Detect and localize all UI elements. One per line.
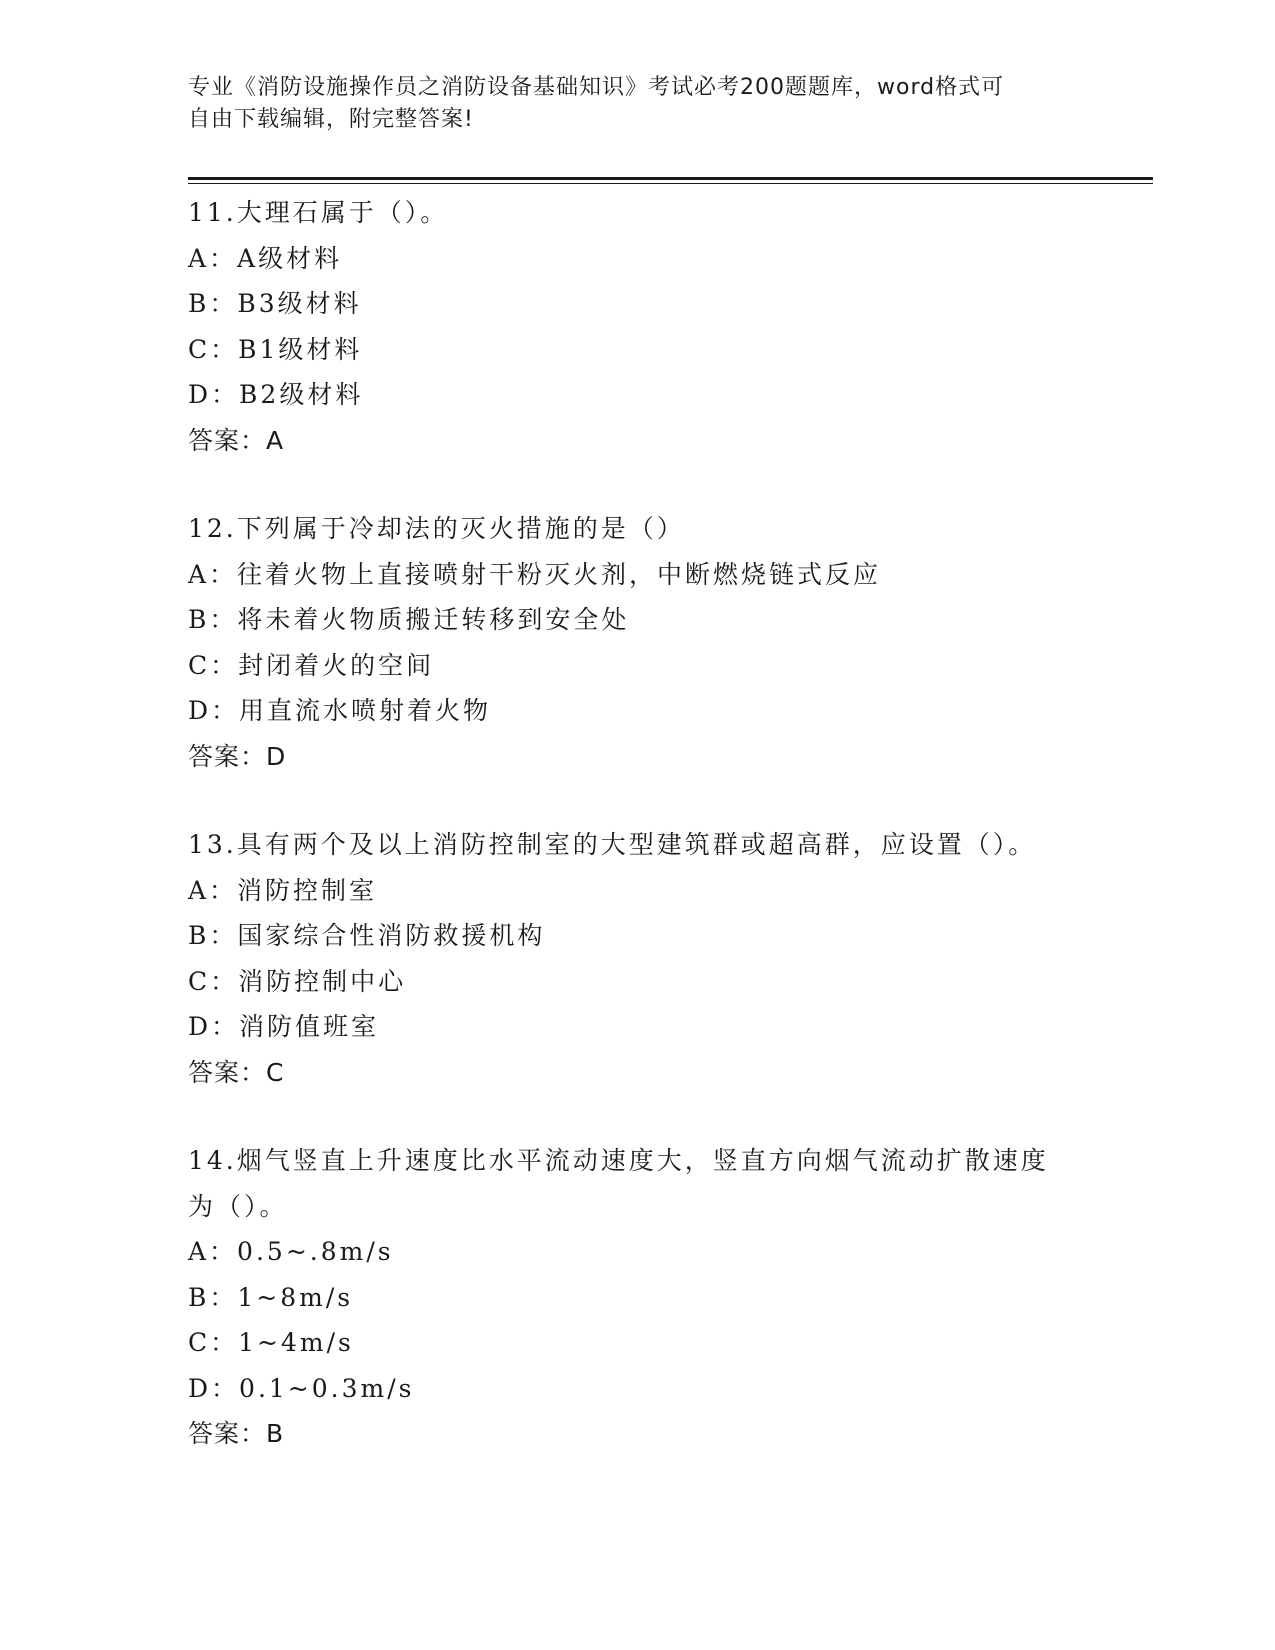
option-c: C：B1级材料 (188, 334, 363, 364)
header-rule-thin (188, 183, 1153, 184)
question-stem: 13.具有两个及以上消防控制室的大型建筑群或超高群，应设置（）。 (188, 830, 1037, 859)
answer-line: 答案：A (188, 425, 285, 455)
header-rule-thick (188, 177, 1153, 180)
option-a: A：A级材料 (188, 243, 343, 273)
option-b: B：1~8m/s (188, 1282, 354, 1312)
question-11 (188, 190, 1088, 463)
answer-line: 答案：D (188, 741, 287, 771)
option-c: C：封闭着火的空间 (188, 650, 435, 680)
question-stem: 14.烟气竖直上升速度比水平流动速度大，竖直方向烟气流动扩散速度为（）。 (188, 1146, 1049, 1221)
answer-line: 答案：C (188, 1057, 285, 1087)
option-d: D：用直流水喷射着火物 (188, 696, 492, 725)
option-c: C：1~4m/s (188, 1328, 354, 1357)
option-a: A：往着火物上直接喷射干粉灭火剂，中断燃烧链式反应 (188, 559, 882, 589)
option-d: D：B2级材料 (188, 380, 364, 409)
option-d: D：0.1~0.3m/s (188, 1373, 415, 1403)
option-a: A：0.5~.8m/s (188, 1237, 394, 1266)
document-header (188, 72, 1088, 136)
question-12 (188, 506, 1088, 779)
question-list (188, 190, 1088, 1500)
option-b: B：B3级材料 (188, 289, 362, 318)
option-a: A：消防控制室 (188, 875, 378, 905)
option-d: D：消防值班室 (188, 1012, 380, 1041)
option-b: B：国家综合性消防救援机构 (188, 921, 546, 950)
question-stem: 12.下列属于冷却法的灭火措施的是（） (188, 514, 685, 543)
question-14 (188, 1138, 1088, 1457)
option-b: B：将未着火物质搬迁转移到安全处 (188, 605, 630, 634)
option-c: C：消防控制中心 (188, 966, 407, 996)
header-line-1: 专业《消防设施操作员之消防设备基础知识》考试必考200题题库，word格式可 (188, 75, 1005, 100)
header-line-2: 自由下载编辑，附完整答案! (188, 107, 474, 132)
answer-line: 答案：B (188, 1419, 285, 1448)
question-13 (188, 822, 1088, 1095)
question-stem: 11.大理石属于（）。 (188, 198, 449, 227)
